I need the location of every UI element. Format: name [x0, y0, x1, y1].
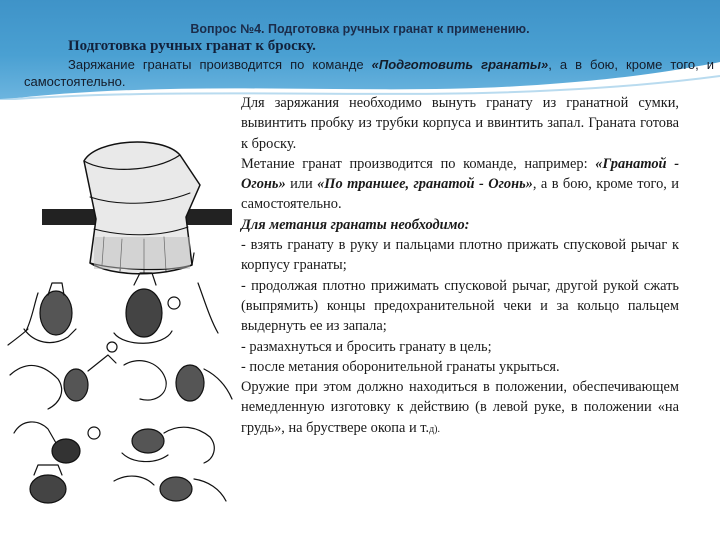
grenade-ready-drawing	[30, 465, 226, 503]
step-item: - размахнуться и бросить гранату в цель;	[241, 338, 492, 355]
slide-title: Вопрос №4. Подготовка ручных гранат к применению.	[190, 22, 530, 36]
loading-paragraph: Для заряжания необходимо вынуть гранату из гранатной сумки, вывинтить пробку из трубки корпуса и ввинтить запал. Граната готова к броску.	[241, 95, 679, 152]
intro-command: «Подготовить гранаты»	[371, 57, 549, 72]
instructions-text	[241, 93, 679, 440]
intro-text-before: Заряжание гранаты производится по команде	[68, 57, 372, 72]
grenade-fuse-drawing	[114, 273, 218, 343]
grenade-in-hand-drawing	[8, 283, 76, 345]
step-item: - после метания оборонительной гранаты укрыться.	[241, 358, 560, 375]
throwing-command-paragraph	[241, 154, 679, 215]
throwing-steps-heading: Для метания гранаты необходимо:	[241, 216, 470, 233]
command-fire: «Гранатой - Огонь»	[241, 155, 680, 193]
step-item: - взять гранату в руку и пальцами плотно прижать спусковой рычаг к корпусу гранаты;	[241, 237, 679, 274]
step-item: - продолжая плотно прижимать спусковой рычаг, другой рукой сжать (выпрямить) концы предохранительной чеки и за кольцо пальцем выдернуть ее из запала;	[241, 277, 679, 335]
intro-text-after: , а в бою, кроме того, и самостоятельно.	[24, 57, 714, 89]
throwing-text-a: Метание гранат производится по команде, например:	[241, 155, 596, 172]
weapon-position-paragraph: Оружие при этом должно находиться в положении, обеспечивающем немедленную изготовку к действию (в левой руке, в положении «на грудь», на бруствере окопа и т.д).	[241, 379, 679, 436]
throwing-text-b: или	[285, 176, 318, 193]
section-heading: Подготовка ручных гранат к броску.	[68, 38, 316, 54]
command-trench-fire: «По траншее, гранатой - Огонь»	[317, 176, 533, 193]
throwing-text-c: , а в бою, кроме того, и самостоятельно.	[241, 176, 680, 213]
intro-paragraph	[24, 56, 714, 90]
pulling-pin-drawing	[10, 342, 232, 409]
grenade-pouch-drawing	[42, 142, 232, 274]
grenade-handling-illustrations	[4, 133, 236, 505]
ring-pull-drawing	[14, 422, 214, 463]
